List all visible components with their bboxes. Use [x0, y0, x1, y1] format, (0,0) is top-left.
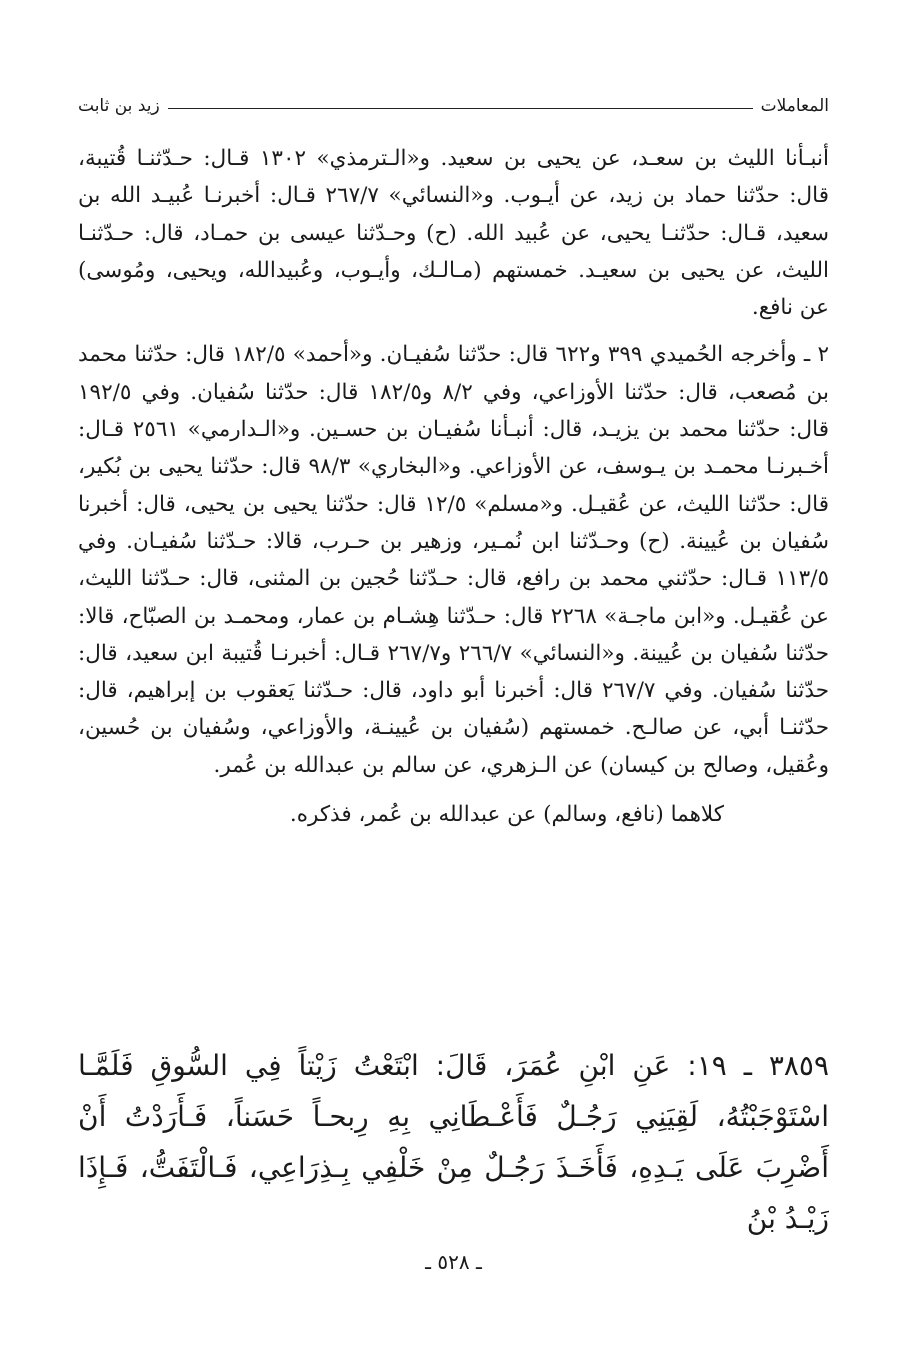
header-section-title: المعاملات	[760, 96, 829, 116]
page-number: ـ ٥٢٨ ـ	[425, 1250, 482, 1274]
header-narrator-name: زيد بن ثابت	[78, 96, 160, 116]
header-rule	[168, 108, 753, 109]
takhrij-text	[78, 140, 829, 833]
takhrij-summary: كلاهما (نافع، وسالم) عن عبدالله بن عُمر، فذكره.	[289, 802, 724, 828]
takhrij-paragraph-2: ٢ ـ وأخرجه الحُميدي ٣٩٩ و٦٢٢ قال: حدّثنا سُفيـان. و«أحمد» ١٨٢/٥ قال: حدّثنا محمد بن مُصعب، قال: حدّثنا الأوزاعي، وفي ٨/٢ و١٨٢/٥ قال: حدّثنا سُفيان. وفي ١٩٢/٥ قال: حدّثنا محمد بن يزيـد، قال: أنبـأنا سُفيـان بن حسـين. و«الـدارمي» ٢٥٦١ قـال: أخـبرنـا محمـد بن يـوسف، عن الأوزاعي. و«البخاري» ٩٨/٣ قال: حدّثنا يحيى بن بُكير، قال: حدّثنا الليث، عن عُقيـل. و«مسلم» ١٢/٥ قال: حدّثنا يحيى بن يحيى، قال: أخبرنا سُفيان بن عُيينة. (ح) وحـدّثنا ابن نُمـير، وزهير بن حـرب، قالا: حـدّثنا سُفيـان. وفي ١١٣/٥ قـال: حدّثني محمد بن رافع، قال: حـدّثنا حُجين بن المثنى، قال: حـدّثنا الليث، عن عُقيـل. و«ابن ماجـة» ٢٢٦٨ قال: حـدّثنا هِشـام بن عمار، ومحمـد بن الصبّاح، قالا: حدّثنا سُفيان بن عُيينة. و«النسائي» ٢٦٦/٧ و٢٦٧/٧ قـال: أخبرنـا قُتيبة ابن سعيد، قال: حدّثنا سُفيان. وفي ٢٦٧/٧ قال: أخبرنا أبو داود، قال: حـدّثنا يَعقوب بن إبراهيم، قال: حدّثنـا أبي، عن صالـح. خمستهم (سُفيان بن عُيينـة، والأوزاعي، وسُفيان بن حُسين، وعُقيل، وصالح بن كيسان) عن الـزهري، عن سالم بن عبدالله بن عُمر.	[78, 342, 830, 778]
hadith-text	[78, 1040, 829, 1244]
running-header	[78, 86, 829, 116]
takhrij-paragraph-1: أنبـأنا الليث بن سعـد، عن يحيى بن سعيد. و«الـترمذي» ١٣٠٢ قـال: حـدّثنـا قُتيبة، قال: حدّثنا حماد بن زيد، عن أيـوب. و«النسائي» ٢٦٧/٧ قـال: أخبرنـا عُبيـد الله بن سعيد، قـال: حدّثنـا يحيى، عن عُبيد الله. (ح) وحـدّثنا عيسى بن حمـاد، قال: حـدّثنـا الليث، عن يحيى بن سعيـد. خمستهم (مـالـك، وأيـوب، وعُبيدالله، ويحيى، ومُوسى) عن نافع.	[78, 146, 829, 321]
hadith-paragraph: ٣٨٥٩ ـ ١٩: عَنِ ابْنِ عُمَرَ، قَالَ: ابْتَعْتُ زَيْتاً فِي السُّوقِ فَلَمَّـا اسْتَوْجَبْتُهُ، لَقِيَنِي رَجُـلٌ فَأَعْـطَانِي بِهِ رِبحـاً حَسَناً، فَـأَرَدْتُ أَنْ أَضْرِبَ عَلَى يَـدِهِ، فَأَخَـذَ رَجُـلٌ مِنْ خَلْفِي بِـذِرَاعِي، فَـالْتَفَتُّ، فَـإِذَا زَيْـدُ بْنُ	[78, 1049, 829, 1235]
